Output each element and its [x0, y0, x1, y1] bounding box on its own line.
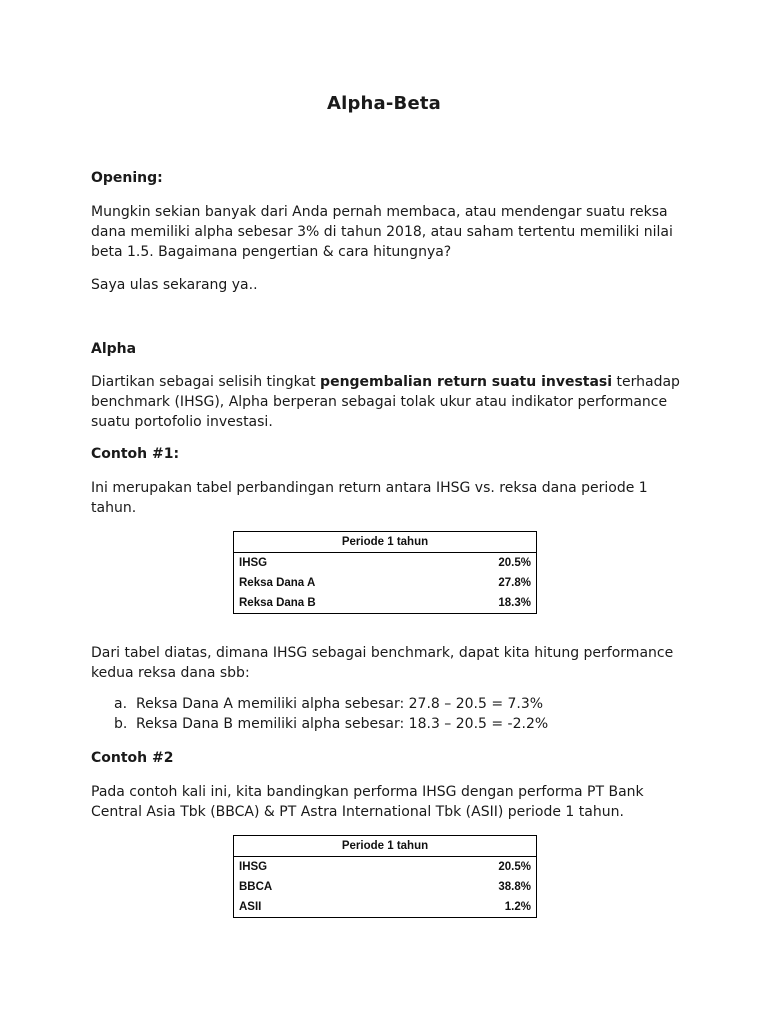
list-text: Reksa Dana A memiliki alpha sebesar: 27.8 – 20.5 = 7.3%: [136, 696, 544, 712]
text-line: kedua reksa dana sbb:: [91, 665, 250, 681]
row-value: 20.5%: [498, 861, 531, 873]
table-header: Periode 1 tahun: [234, 532, 536, 553]
text-line: Mungkin sekian banyak dari Anda pernah membaca, atau mendengar suatu reksa: [91, 204, 668, 220]
row-value: 1.2%: [504, 901, 531, 913]
bold-text: pengembalian return suatu investasi: [320, 374, 613, 390]
alpha-paragraph: [91, 372, 681, 432]
table-row: [234, 593, 536, 613]
row-value: 27.8%: [498, 577, 531, 589]
text-line: Dari tabel diatas, dimana IHSG sebagai benchmark, dapat kita hitung performance: [91, 645, 674, 661]
table-row: [234, 897, 536, 917]
opening-heading: Opening:: [91, 170, 163, 186]
list-item: [114, 714, 674, 734]
contoh1-heading: Contoh #1:: [91, 446, 180, 462]
opening-closing-line: Saya ulas sekarang ya..: [91, 277, 258, 293]
list-marker: b.: [114, 716, 128, 732]
row-label: IHSG: [239, 861, 268, 873]
table-header: Periode 1 tahun: [234, 836, 536, 857]
list-text: Reksa Dana B memiliki alpha sebesar: 18.3 – 20.5 = -2.2%: [136, 716, 549, 732]
row-label: ASII: [239, 901, 262, 913]
text-line: [91, 372, 681, 392]
row-value: 38.8%: [498, 881, 531, 893]
text-line: tahun.: [91, 500, 137, 516]
returns-table-1: [233, 531, 537, 614]
row-label: BBCA: [239, 881, 273, 893]
contoh2-intro: [91, 782, 681, 822]
opening-paragraph: [91, 202, 681, 262]
row-label: Reksa Dana A: [239, 577, 316, 589]
table-row: [234, 877, 536, 897]
table-row: [234, 573, 536, 593]
row-value: 20.5%: [498, 557, 531, 569]
contoh1-analysis: [91, 643, 681, 683]
list-item: [114, 694, 674, 714]
page-title: Alpha-Beta: [326, 93, 442, 114]
table-row: [234, 857, 536, 877]
text-line: dana memiliki alpha sebesar 3% di tahun 2018, atau saham tertentu memiliki nilai: [91, 224, 673, 240]
table-row: [234, 553, 536, 573]
row-value: 18.3%: [498, 597, 531, 609]
text-span: terhadap: [612, 374, 680, 390]
contoh1-intro: [91, 478, 681, 518]
text-span: Diartikan sebagai selisih tingkat: [91, 374, 321, 390]
row-label: Reksa Dana B: [239, 597, 316, 609]
row-label: IHSG: [239, 557, 268, 569]
text-line: Pada contoh kali ini, kita bandingkan performa IHSG dengan performa PT Bank: [91, 784, 644, 800]
text-line: beta 1.5. Bagaimana pengertian & cara hitungnya?: [91, 244, 452, 260]
contoh2-heading: Contoh #2: [91, 750, 174, 766]
text-line: benchmark (IHSG), Alpha berperan sebagai tolak ukur atau indikator performance: [91, 394, 668, 410]
text-line: Central Asia Tbk (BBCA) & PT Astra International Tbk (ASII) periode 1 tahun.: [91, 804, 624, 820]
returns-table-2: [233, 835, 537, 918]
alpha-calculation-list: [114, 694, 674, 734]
text-line: Ini merupakan tabel perbandingan return antara IHSG vs. reksa dana periode 1: [91, 480, 648, 496]
alpha-heading: Alpha: [91, 341, 137, 357]
text-line: suatu portofolio investasi.: [91, 414, 273, 430]
list-marker: a.: [114, 696, 128, 712]
